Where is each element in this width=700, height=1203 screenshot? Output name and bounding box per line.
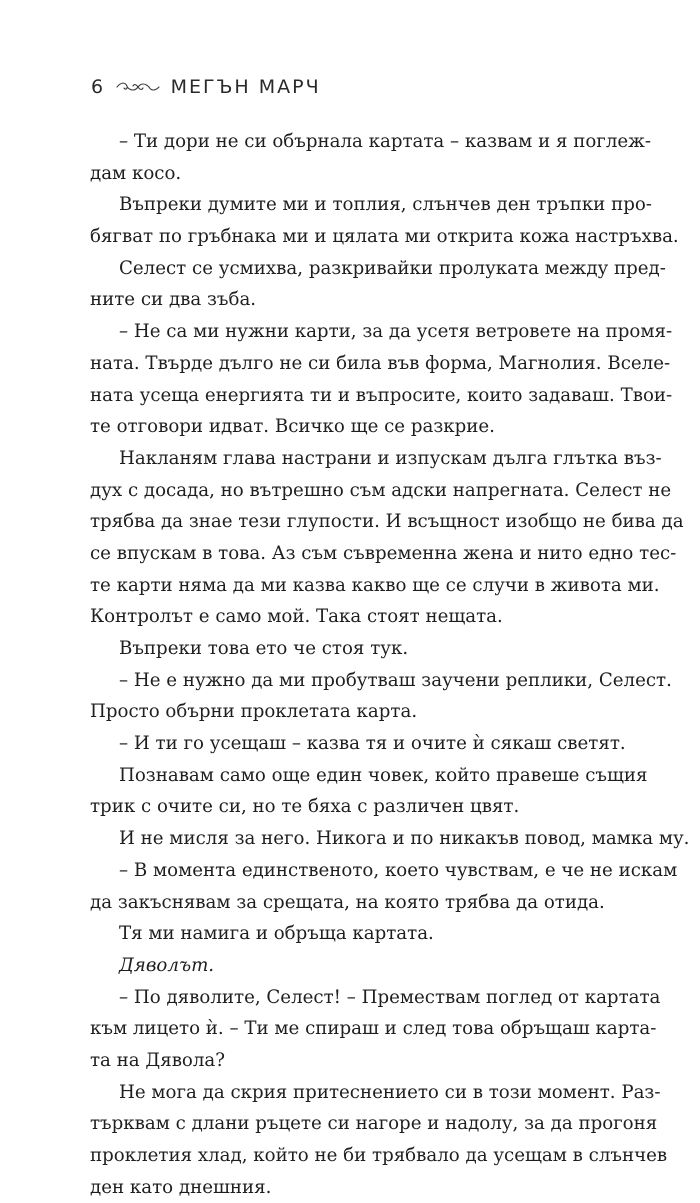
text-line: към лицето ѝ. – Ти ме спираш и след това обръщаш карта-	[90, 1018, 657, 1040]
text-line: търквам с длани ръцете си нагоре и надолу, за да прогоня	[90, 1113, 658, 1135]
text-line: да закъснявам за срещата, на която трябва да отида.	[90, 891, 605, 913]
text-line: Познавам само още един човек, който правеше същия	[119, 764, 648, 786]
text-line: И не мисля за него. Никога и по никакъв повод, мамка му.	[119, 828, 690, 850]
text-line: бягват по гръбнака ми и цялата ми открита кожа настръхва.	[90, 226, 679, 248]
text-line: те карти няма да ми казва какво ще се случи в живота ми.	[90, 574, 660, 596]
text-line: дам косо.	[90, 162, 182, 184]
text-line: трябва да знае тези глупости. И всъщност изобщо не бива да	[90, 511, 684, 533]
text-line: – Не са ми нужни карти, за да усетя ветровете на промя-	[119, 321, 673, 343]
text-line: проклетия хлад, който не би трябвало да усещам в слънчев	[90, 1145, 668, 1166]
body-text	[90, 126, 690, 1203]
text-line: се впускам в това. Аз съм съвременна жена и нито едно тес-	[90, 542, 677, 564]
text-line: – Не е нужно да ми пробутваш заучени реплики, Селест.	[119, 669, 672, 691]
text-line: – По дяволите, Селест! – Премествам поглед от картата	[119, 986, 661, 1008]
text-line: ната. Твърде дълго не си била във форма, Магнолия. Вселе-	[90, 352, 671, 374]
text-line: Контролът е само мой. Така стоят нещата.	[90, 606, 503, 628]
text-line: – В момента единственото, което чувствам, е че не искам	[119, 859, 678, 881]
text-line: Въпреки думите ми и топлия, слънчев ден тръпки про-	[119, 194, 652, 216]
text-line: Накланям глава настрани и изпускам дълга глътка въз-	[119, 447, 662, 469]
text-line: – Ти дори не си обърнала картата – казвам и я поглеж-	[119, 131, 652, 152]
author-name: МЕГЪН МАРЧ	[170, 76, 321, 98]
text-line: ните си два зъба.	[90, 289, 257, 311]
text-line: Не мога да скрия притеснението си в този момент. Раз-	[119, 1081, 661, 1103]
text-line: Въпреки това ето че стоя тук.	[119, 638, 409, 659]
text-line: – И ти го усещаш – казва тя и очите ѝ сякаш светят.	[119, 733, 626, 755]
text-line: дух с досада, но вътрешно съм адски напрегната. Селест не	[90, 479, 672, 501]
text-line: та на Дявола?	[90, 1049, 226, 1071]
text-line: Тя ми намига и обръща картата.	[119, 923, 434, 945]
text-line: ден като днешния.	[90, 1176, 272, 1198]
text-line: трик с очите си, но те бяха с различен цвят.	[90, 796, 520, 818]
text-line: Дяволът.	[119, 954, 215, 976]
text-line: ната усеща енергията ти и въпросите, които задаваш. Твои-	[90, 384, 673, 406]
running-head	[91, 72, 321, 102]
swirl-ornament-icon	[115, 80, 161, 94]
text-line: те отговори идват. Всичко ще се разкрие.	[90, 416, 495, 438]
page-number: 6	[91, 76, 105, 98]
text-line: Селест се усмихва, разкривайки пролуката между пред-	[119, 257, 666, 279]
text-line: Просто обърни проклетата карта.	[90, 701, 418, 723]
